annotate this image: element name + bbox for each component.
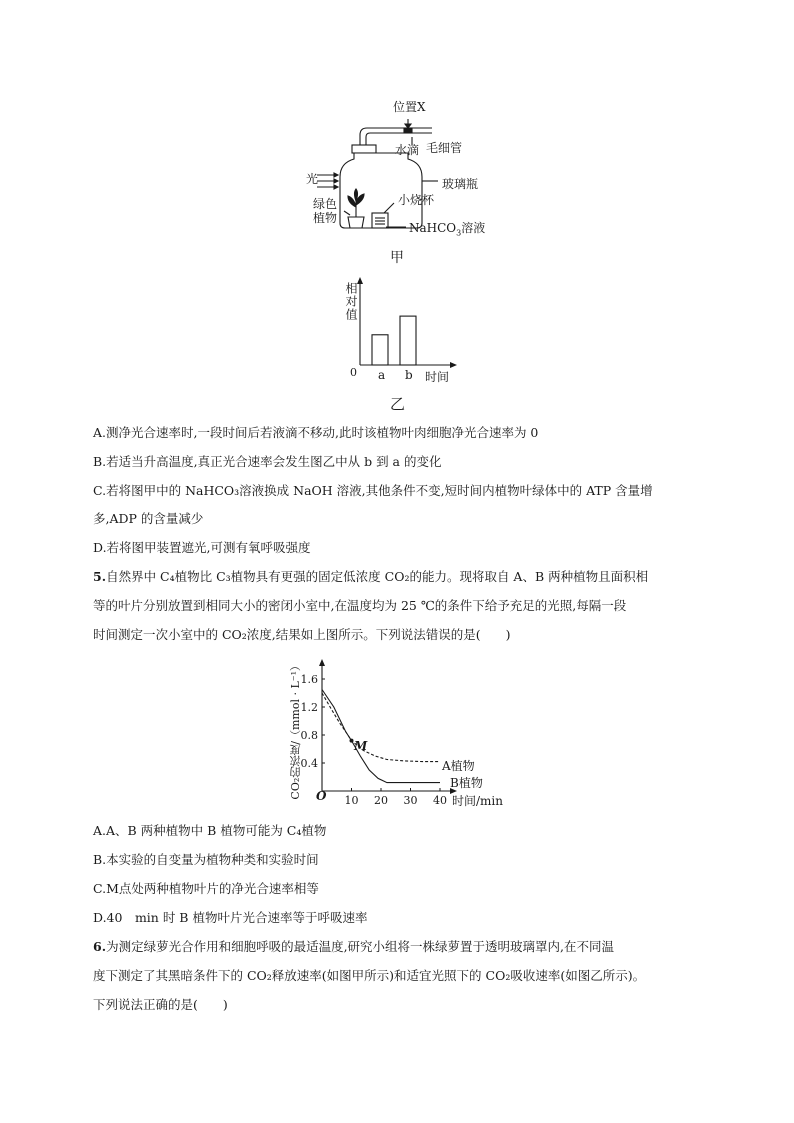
- x-tick-label: 10: [344, 794, 359, 807]
- bar-b: [400, 316, 416, 365]
- series-line-b: [322, 690, 440, 783]
- q4-option-d[interactable]: D.若将图甲装置遮光,可测有氧呼吸强度: [93, 540, 311, 555]
- q5-option-b[interactable]: B.本实验的自变量为植物种类和实验时间: [93, 852, 319, 867]
- q5-option-d[interactable]: D.40 min 时 B 植物叶片光合速率等于呼吸速率: [93, 910, 368, 925]
- label-small-beaker: 小烧杯: [398, 193, 435, 207]
- label-capillary: 毛细管: [426, 141, 463, 155]
- y-tick-label: 1.2: [300, 701, 318, 714]
- caption-jia: 甲: [390, 250, 404, 266]
- q5-stem-line1: 5.自然界中 C₄植物比 C₃植物具有更强的固定低浓度 CO₂的能力。现将取自 A、B 两种植物且面积相: [93, 569, 649, 584]
- bar-tick-b: b: [405, 368, 413, 382]
- q4-option-a[interactable]: A.测净光合速率时,一段时间后若液滴不移动,此时该植物叶肉细胞净光合速率为 0: [93, 425, 539, 440]
- q5-stem-line3: 时间测定一次小室中的 CO₂浓度,结果如上图所示。下列说法错误的是( ): [93, 627, 511, 642]
- point-m: [350, 739, 354, 743]
- co2-point-m-label: M: [354, 739, 368, 753]
- bar-ylabel: 相对值: [344, 282, 358, 321]
- label-plant-1: 绿色: [313, 197, 338, 211]
- q5-stem-line2: 等的叶片分别放置到相同大小的密闭小室中,在温度均为 25 ℃的条件下给予充足的光照,每隔一段: [93, 598, 627, 613]
- co2-xlabel: 时间/min: [452, 794, 503, 808]
- bar-origin-label: 0: [350, 366, 357, 379]
- series-line-a: [322, 693, 440, 762]
- label-nahco3-solution: NaHCO$_3$溶液: [409, 221, 486, 238]
- water-drop: [404, 128, 412, 133]
- x-tick-label: 30: [403, 794, 418, 807]
- label-glass-bottle: 玻璃瓶: [442, 177, 479, 191]
- q6-stem-line3: 下列说法正确的是( ): [93, 997, 228, 1012]
- q4-option-c-line1[interactable]: C.若将图甲中的 NaHCO₃溶液换成 NaOH 溶液,其他条件不变,短时间内植物叶绿体中的 ATP 含量增: [93, 483, 653, 498]
- stopper: [352, 145, 376, 153]
- q4-option-b[interactable]: B.若适当升高温度,真正光合速率会发生图乙中从 b 到 a 的变化: [93, 454, 442, 469]
- x-tick-label: 20: [374, 794, 388, 807]
- co2-legend-b: B植物: [450, 776, 483, 790]
- q6-stem-line2: 度下测定了其黑暗条件下的 CO₂释放速率(如图甲所示)和适宜光照下的 CO₂吸收速率(如图乙所示)。: [93, 968, 646, 983]
- x-tick-label: 40: [433, 794, 447, 807]
- bar-a: [372, 335, 388, 365]
- y-tick-label: 1.6: [300, 673, 318, 686]
- label-water-drop: 水滴: [395, 143, 420, 157]
- label-plant-2: 植物: [313, 211, 338, 225]
- bar-xlabel: 时间: [425, 370, 450, 384]
- y-tick-label: 0.4: [300, 757, 318, 770]
- bar-tick-a: a: [378, 368, 386, 382]
- y-tick-label: 0.8: [300, 729, 318, 742]
- caption-yi: 乙: [390, 395, 406, 413]
- co2-origin-label: O: [316, 789, 327, 803]
- q5-option-c[interactable]: C.M点处两种植物叶片的净光合速率相等: [93, 881, 319, 896]
- q6-stem-line1: 6.为测定绿萝光合作用和细胞呼吸的最适温度,研究小组将一株绿萝置于透明玻璃罩内,在不同温: [93, 939, 615, 954]
- label-light: 光: [306, 172, 319, 186]
- label-position-x: 位置X: [393, 100, 426, 114]
- q4-option-c-line2: 多,ADP 的含量减少: [93, 511, 204, 526]
- q5-option-a[interactable]: A.A、B 两种植物中 B 植物可能为 C₄植物: [93, 823, 327, 838]
- co2-legend-a: A植物: [442, 759, 475, 773]
- co2-ylabel: CO₂的浓度/（mmol · L⁻¹）: [289, 660, 302, 800]
